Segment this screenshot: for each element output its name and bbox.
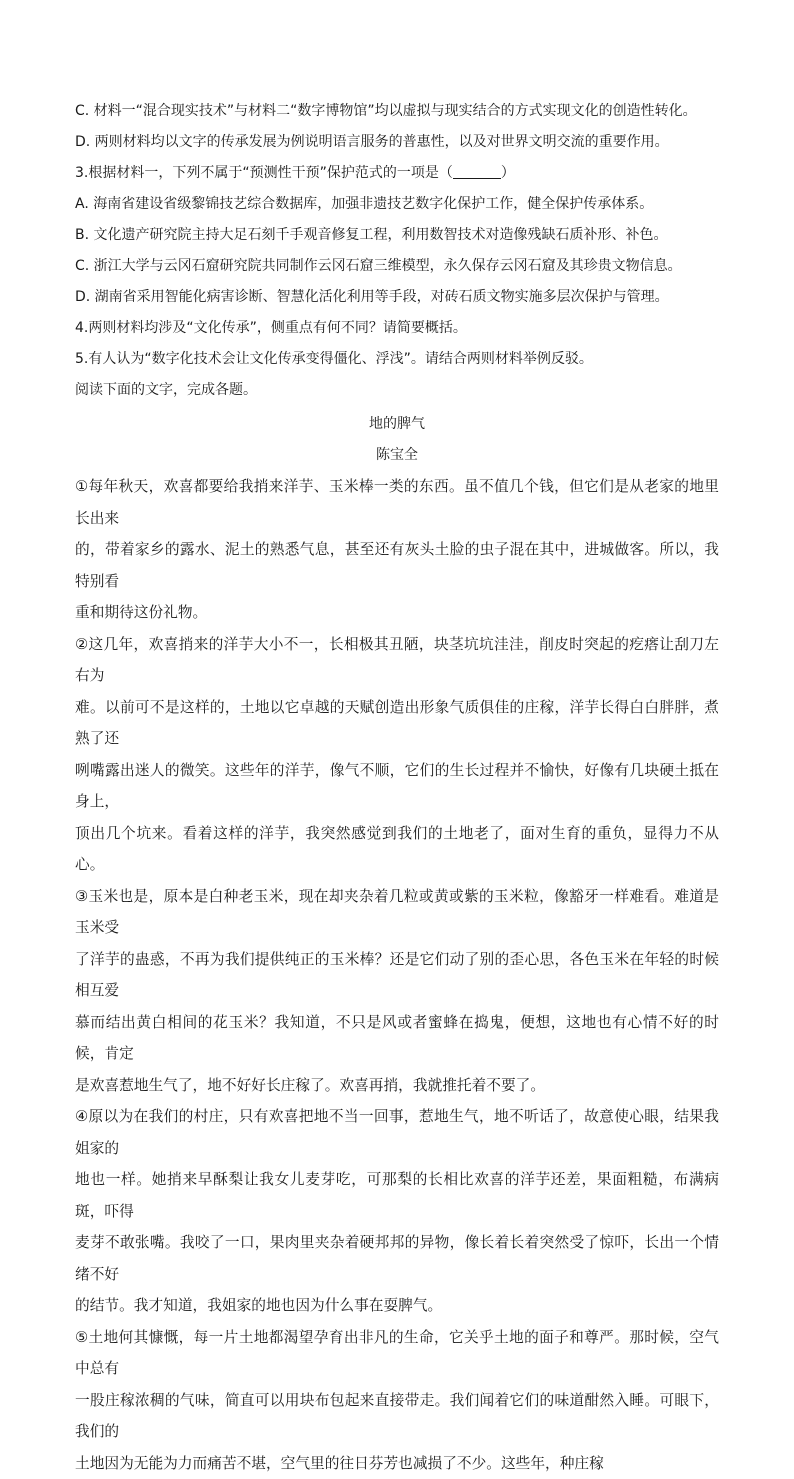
- paragraph-line: 一股庄稼浓稠的气味，简直可以用块布包起来直接带走。我们闻着它们的味道酣然入睡。可眼下，我们的: [75, 1385, 719, 1448]
- paragraph-line: 是欢喜惹地生气了，地不好好长庄稼了。欢喜再捎，我就推托着不要了。: [75, 1070, 719, 1102]
- option-q3-d: D. 湖南省采用智能化病害诊断、智慧化活化利用等手段，对砖石质文物实施多层次保护与管理。: [75, 282, 719, 313]
- article-title: 地的脾气: [75, 409, 719, 440]
- article-paragraph-4: [75, 1101, 719, 1322]
- paragraph-line: 麦芽不敢张嘴。我咬了一口，果肉里夹杂着硬邦邦的异物，像长着长着突然受了惊吓，长出一个情绪不好: [75, 1227, 719, 1290]
- article-paragraph-5: [75, 1322, 719, 1479]
- paragraph-line: ③玉米也是，原本是白种老玉米，现在却夹杂着几粒或黄或紫的玉米粒，像豁牙一样难看。难道是玉米受: [75, 881, 719, 944]
- option-q3-c: C. 浙江大学与云冈石窟研究院共同制作云冈石窟三维模型，永久保存云冈石窟及其珍贵文物信息。: [75, 251, 719, 282]
- paragraph-line: 慕而结出黄白相间的花玉米？我知道，不只是风或者蜜蜂在捣鬼，便想，这地也有心情不好的时候，肯定: [75, 1007, 719, 1070]
- option-q2-d: D. 两则材料均以文字的传承发展为例说明语言服务的普惠性，以及对世界文明交流的重要作用。: [75, 127, 719, 158]
- question-4: 4.两则材料均涉及“文化传承”，侧重点有何不同？请简要概括。: [75, 313, 719, 344]
- paragraph-line: ⑤土地何其慷慨，每一片土地都渴望孕育出非凡的生命，它关乎土地的面子和尊严。那时候，空气中总有: [75, 1322, 719, 1385]
- option-q2-c: C. 材料一“混合现实技术”与材料二“数字博物馆”均以虚拟与现实结合的方式实现文化的创造性转化。: [75, 96, 719, 127]
- option-q3-b: B. 文化遗产研究院主持大足石刻千手观音修复工程，利用数智技术对造像残缺石质补形、补色。: [75, 220, 719, 251]
- article-paragraph-2: [75, 629, 719, 881]
- paragraph-line: 土地因为无能为力而痛苦不堪，空气里的往日芬芳也减损了不少。这些年，种庄稼: [75, 1448, 719, 1479]
- article-paragraph-1: [75, 471, 719, 629]
- paragraph-line: 地也一样。她捎来早酥梨让我女儿麦芽吃，可那梨的长相比欢喜的洋芋还差，果面粗糙，布满病斑，吓得: [75, 1164, 719, 1227]
- question-5: 5.有人认为“数字化技术会让文化传承变得僵化、浮浅”。请结合两则材料举例反驳。: [75, 344, 719, 375]
- paragraph-line: 重和期待这份礼物。: [75, 597, 719, 629]
- paragraph-line: ④原以为在我们的村庄，只有欢喜把地不当一回事，惹地生气，地不听话了，故意使心眼，结果我姐家的: [75, 1101, 719, 1164]
- paragraph-line: ②这几年，欢喜捎来的洋芋大小不一，长相极其丑陋，块茎坑坑洼洼，削皮时突起的疙瘩让刮刀左右为: [75, 629, 719, 692]
- paragraph-line: 的，带着家乡的露水、泥土的熟悉气息，甚至还有灰头土脸的虫子混在其中，进城做客。所以，我特别看: [75, 534, 719, 597]
- question-3-close: ）: [501, 165, 515, 181]
- reading-instruction: 阅读下面的文字，完成各题。: [75, 375, 719, 406]
- option-q3-a: A. 海南省建设省级黎锦技艺综合数据库，加强非遗技艺数字化保护工作，健全保护传承体系。: [75, 189, 719, 220]
- paragraph-line: 咧嘴露出迷人的微笑。这些年的洋芋，像气不顺，它们的生长过程并不愉快，好像有几块硬土抵在身上，: [75, 755, 719, 818]
- paragraph-line: 了洋芋的蛊惑，不再为我们提供纯正的玉米棒？还是它们动了别的歪心思，各色玉米在年轻的时候相互爱: [75, 944, 719, 1007]
- answer-blank[interactable]: [453, 164, 501, 179]
- question-3-stem: [75, 158, 719, 189]
- article-paragraph-3: [75, 881, 719, 1102]
- paragraph-line: 难。以前可不是这样的，土地以它卓越的天赋创造出形象气质俱佳的庄稼，洋芋长得白白胖胖，煮熟了还: [75, 692, 719, 755]
- paragraph-line: 顶出几个坑来。看着这样的洋芋，我突然感觉到我们的土地老了，面对生育的重负，显得力不从心。: [75, 818, 719, 881]
- paragraph-line: ①每年秋天，欢喜都要给我捎来洋芋、玉米棒一类的东西。虽不值几个钱，但它们是从老家的地里长出来: [75, 471, 719, 534]
- question-3-text: 3.根据材料一，下列不属于“预测性干预”保护范式的一项是（: [75, 165, 453, 181]
- article-author: 陈宝全: [75, 440, 719, 471]
- paragraph-line: 的结节。我才知道，我姐家的地也因为什么事在耍脾气。: [75, 1290, 719, 1322]
